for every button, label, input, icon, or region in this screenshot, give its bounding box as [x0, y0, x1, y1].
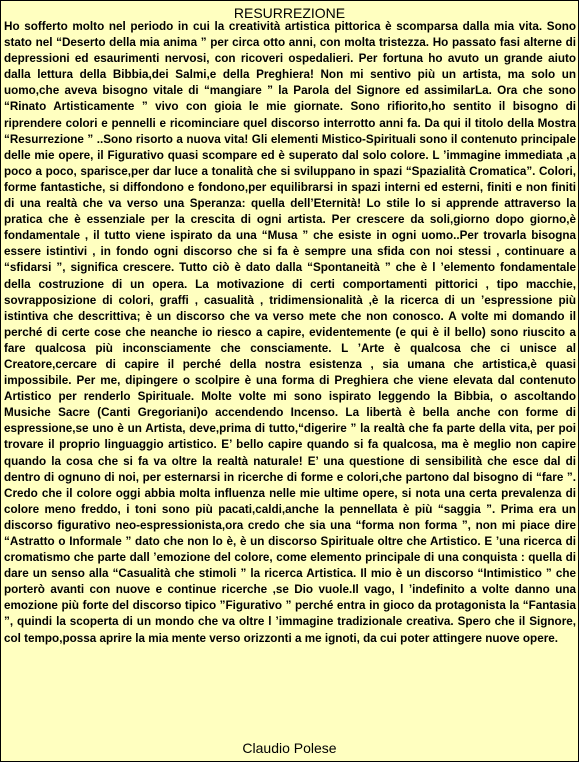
author-signature: Claudio Polese: [242, 740, 337, 756]
body-paragraph: Ho sofferto molto nel periodo in cui la creatività artistica pittorica è scomparsa dalla mia vita. Sono stato nel “Deserto della mia anima ” per circa otto anni, con molta tristezza. Ho passato fasi alterne di depressioni ed esaurimenti nervosi, con ricoveri ospedalieri. Per fortuna ho avuto un grande aiuto dalla lettura della Bibbia,dei Salmi,e della Preghiera! Non mi sentivo più un artista, ma solo un uomo,che aveva bisogno vitale di “mangiare ” la Parola del Signore ed assimilarLa. Ora che sono “Rinato Artisticamente ” vivo con gioia le mie giornate. Sono rifiorito,ho sentito il bisogno di riprendere colori e pennelli e ricominciare quel discorso interrotto anni fa. Da qui il titolo della Mostra “Resurrezione ” ..Sono risorto a nuova vita! Gli elementi Mistico-Spirituali sono il contenuto principale delle mie opere, il Figurativo quasi scompare ed è superato dal solo colore. L ’immagine immediata ,a poco a poco, sparisce,per dar luce a tonalità che si sviluppano in spazi “Spazialità Cromatica”. Colori, forme fantastiche, si diffondono e fondono,per equilibrarsi in spazi interni ed esterni, finiti e non finiti di una realtà che va verso una Speranza: quella dell’Eternità! Lo stile lo si apprende attraverso la pratica che è essenziale per la crescita di ogni artista. Per crescere da soli,giorno dopo giorno,è fondamentale , il tutto viene ispirato da una “Musa ” che esiste in ogni uomo..Per trovarla bisogna essere istintivi , in fondo ogni discorso che si fa è sempre una sfida con noi stessi , continuare a “sfidarsi ”, significa crescere. Tutto ciò è dato dalla “Spontaneità ” che è l ’elemento fondamentale della costruzione di un opera. La motivazione di certi comportamenti pittorici , tipo macchie, sovrapposizione di colori, graffi , casualità , tridimensionalità ,è la ricerca di un ’espressione più istintiva che descrittiva; è un discorso che va verso mete che non conosco. A volte mi domando il perché di certe cose che neanche io riesco a capire, evidentemente (e qui è il bello) sono riuscito a fare qualcosa più inconsciamente che consciamente. L ’Arte è qualcosa che ci unisce al Creatore,cercare di capire il perché della nostra esistenza , sia umana che artistica,è quasi impossibile. Per me, dipingere o scolpire è una forma di Preghiera che viene elevata dal contenuto Artistico per renderlo Spirituale. Molte volte mi sono ispirato leggendo la Bibbia, o ascoltando Musiche Sacre (Canti Gregoriani)o accendendo Incenso. La libertà è bella anche con forme di espressione,se uno è un Artista, deve,prima di tutto,“digerire ” la realtà che fa parte della vita, per poi trovare il proprio linguaggio artistico. E’ bello capire quando si fa qualcosa, ma è meglio non capire quando la cosa che si fa va oltre la realtà naturale! E’ una questione di sensibilità che esce dal di dentro di ognuno di noi, per esternarsi in ricerche di forme e colori,che partono dal bisogno di “fare ”. Credo che il colore oggi abbia molta influenza nelle mie ultime opere, si nota una certa prevalenza di colore meno freddo, i toni sono più pacati,caldi,anche la pennellata è più “saggia ”. Prima era un discorso figurativo neo-espressionista,ora credo che sia una “forma non forma ”, non mi piace dire “Astratto o Informale ” dato che non lo è, è un discorso Spirituale oltre che Artistico. E ’una ricerca di cromatismo che parte dall ’emozione del colore, come elemento principale di una conquista : quella di dare un senso alla “Casualità che stimoli ” la ricerca Artistica. Il mio è un discorso “Intimistico ” che porterò avanti con nuove e continue ricerche ,se Dio vuole.Il vago, l ’indefinito a volte danno una emozione più forte del discorso tipico ”Figurativo ” perché entra in gioco da protagonista la “Fantasia ”, quindi la scoperta di un mondo che va oltre l ’immagine tradizionale creativa. Spero che il Signore, col tempo,possa aprire la mia mente verso orizzonti a me ignoti, da cui poter attingere nuove opere.: [4, 20, 576, 645]
document-title: RESURREZIONE: [233, 5, 346, 21]
